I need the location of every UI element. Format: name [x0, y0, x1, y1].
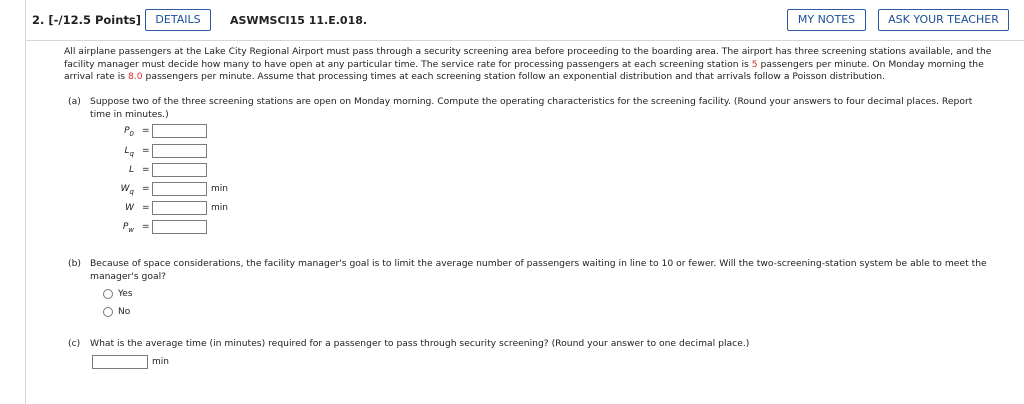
field-symbol [94, 222, 134, 234]
part-a-field-row [52, 144, 252, 160]
radio-no-circle[interactable] [103, 307, 113, 317]
part-a [68, 96, 1008, 126]
part-a-field-row [52, 124, 252, 140]
equals-sign: = [142, 203, 150, 213]
part-a-letter: (a) [68, 96, 81, 107]
operating-characteristic-input[interactable] [152, 182, 207, 196]
part-a-field-row [52, 201, 252, 217]
field-symbol-subscript: q [129, 149, 134, 158]
operating-characteristic-input[interactable] [152, 144, 207, 158]
part-c-text: What is the average time (in minutes) required for a passenger to pass through security screening? (Round your answer to one decimal place.) [90, 338, 750, 349]
radio-yes-circle[interactable] [103, 289, 113, 299]
service-rate-value: 5 [751, 58, 758, 70]
part-c [68, 338, 1008, 352]
part-a-field-row [52, 220, 252, 236]
radio-no[interactable] [103, 307, 163, 319]
field-symbol [94, 165, 134, 175]
field-symbol [94, 126, 134, 138]
field-symbol-letter: P [124, 126, 130, 136]
ask-teacher-button[interactable]: ASK YOUR TEACHER [878, 9, 1009, 31]
part-b-text: Because of space considerations, the facility manager's goal is to limit the average number of passengers waiting in line to 10 or fewer. Will the two-screening-station system be able to meet the manager's goal? [90, 258, 987, 282]
part-c-answer-row [92, 355, 212, 371]
question-header [26, 0, 1024, 41]
field-symbol [94, 146, 134, 158]
field-symbol-letter: L [128, 165, 134, 175]
part-a-field-row [52, 182, 252, 198]
field-symbol-letter: W [120, 184, 130, 194]
field-symbol-letter: P [122, 222, 129, 232]
field-symbol [94, 184, 134, 196]
radio-no-label: No [118, 307, 131, 317]
part-c-unit: min [152, 357, 169, 367]
equals-sign: = [142, 222, 150, 232]
part-c-letter: (c) [68, 338, 81, 349]
equals-sign: = [142, 165, 150, 175]
equals-sign: = [142, 126, 150, 136]
problem-text-1: All airplane passengers at the Lake City Regional Airport must pass through a security screening area before proceeding to the boarding area. The airport has three screening stations available, and the facility manager must decide how many to have open at any particular time. The service rate for processing passengers at each screening station is [64, 46, 992, 70]
part-a-text: Suppose two of the three screening stations are open on Monday morning. Compute the operating characteristics for the screening facility. (Round your answers to four decimal places. Report time in minutes.) [90, 96, 973, 120]
operating-characteristic-input[interactable] [152, 201, 207, 215]
field-symbol-subscript: w [128, 225, 134, 234]
operating-characteristic-input[interactable] [152, 220, 207, 234]
equals-sign: = [142, 146, 150, 156]
problem-text-3: passengers per minute. Assume that processing times at each screening station follow an exponential distribution and that arrivals follow a Poisson distribution. [142, 71, 885, 82]
details-button[interactable]: DETAILS [145, 9, 211, 31]
field-symbol-letter: L [124, 146, 130, 156]
question-frame [25, 0, 1024, 404]
question-number: 2. [-/12.5 Points] [32, 13, 142, 27]
operating-characteristic-input[interactable] [152, 163, 207, 177]
field-symbol [94, 203, 134, 213]
question-id: ASWMSCI15 11.E.018. [230, 14, 368, 27]
field-symbol-subscript: q [129, 187, 134, 196]
operating-characteristic-input[interactable] [152, 124, 207, 138]
part-b-letter: (b) [68, 258, 82, 269]
field-symbol-subscript: 0 [129, 129, 134, 138]
average-time-input[interactable] [92, 355, 148, 369]
radio-yes-label: Yes [118, 289, 133, 299]
field-unit: min [211, 184, 228, 194]
problem-text-2: passengers per minute. On Monday morning the arrival rate is [64, 58, 984, 82]
part-a-field-row [52, 163, 252, 179]
part-b [68, 258, 1008, 288]
my-notes-button[interactable]: MY NOTES [787, 9, 866, 31]
field-symbol-letter: W [125, 203, 134, 213]
arrival-rate-value: 8.0 [127, 71, 143, 82]
problem-statement [64, 46, 1009, 84]
radio-yes[interactable] [103, 289, 163, 301]
field-unit: min [211, 203, 228, 213]
equals-sign: = [142, 184, 150, 194]
